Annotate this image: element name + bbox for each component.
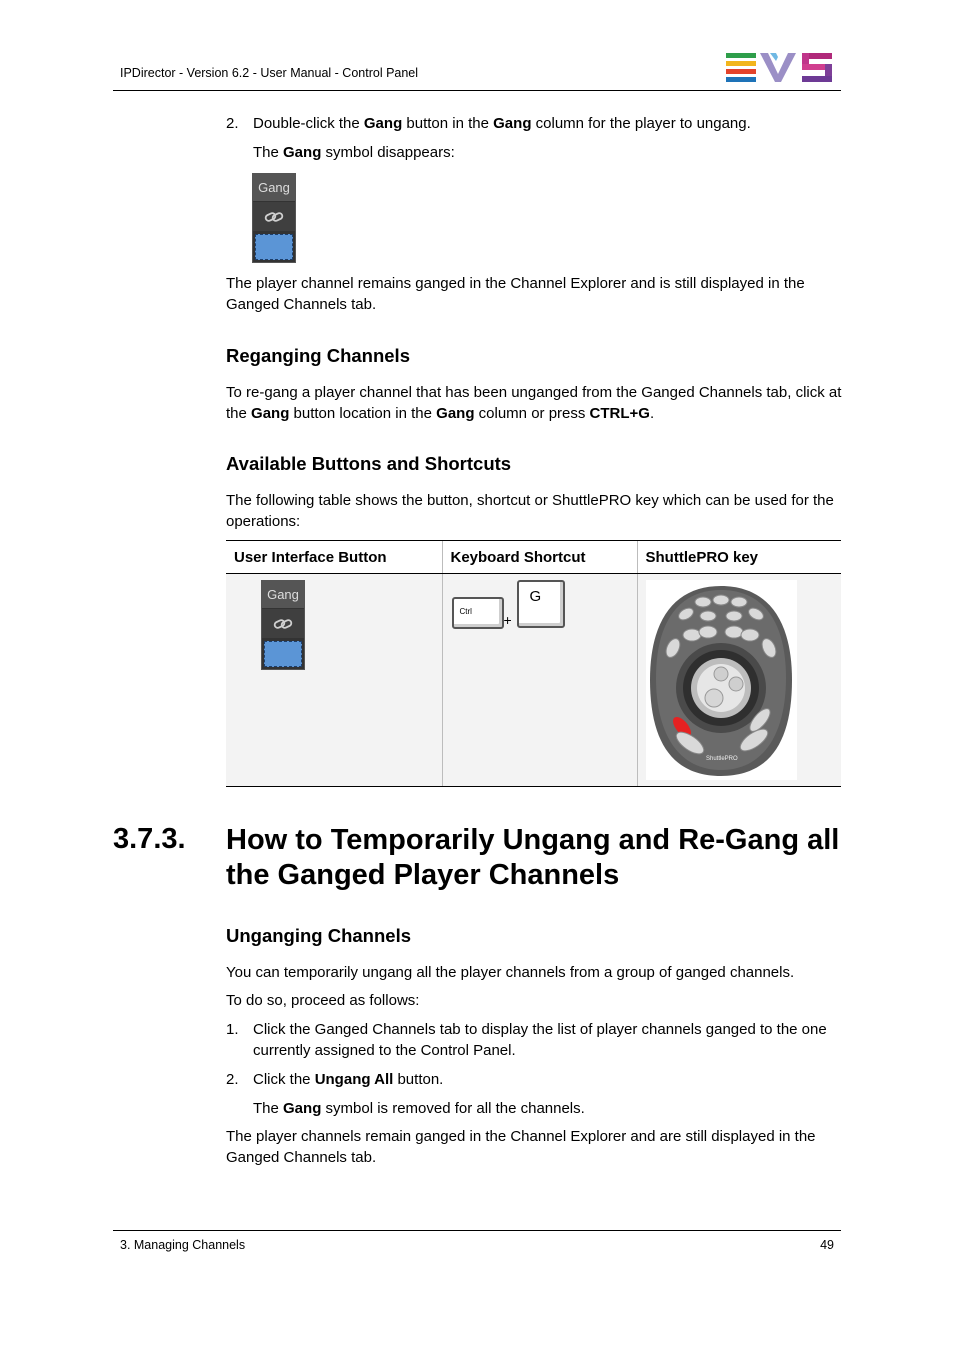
unganging-heading: Unganging Channels	[226, 925, 411, 946]
unganging-p2: To do so, proceed as follows:	[226, 992, 420, 1009]
gang-button-screenshot	[252, 173, 296, 263]
gang-blue-cell	[262, 639, 304, 669]
step-number: 1.	[226, 1021, 239, 1038]
gang-button-image	[261, 580, 305, 670]
shuttlepro-device	[646, 580, 797, 780]
col-keyboard-shortcut: Keyboard Shortcut	[442, 541, 637, 574]
footer-chapter: 3. Managing Channels	[120, 1238, 246, 1252]
col-ui-button: User Interface Button	[226, 541, 442, 574]
gang-label: Gang	[253, 174, 295, 202]
table-row	[226, 574, 841, 787]
shuttlepro-brand: ShuttlePRO	[705, 756, 738, 762]
unganging-step1: Click the Ganged Channels tab to display the list of player channels ganged to the one currently assigned to the Control Panel.	[253, 1021, 827, 1059]
footer-page-number: 49	[820, 1238, 834, 1252]
reganging-heading: Reganging Channels	[226, 345, 410, 366]
ctrl-key: Ctrl	[452, 597, 504, 629]
step-number: 2.	[226, 1071, 239, 1088]
col-shuttlepro-key: ShuttlePRO key	[637, 541, 841, 574]
header-rule	[113, 90, 841, 91]
footer-rule	[113, 1230, 841, 1231]
link-icon	[262, 609, 304, 639]
step-result: The Gang symbol disappears:	[253, 144, 455, 161]
cell-ui-button	[226, 574, 442, 787]
unganging-step2: Click the Ungang All button.	[253, 1071, 444, 1088]
reganging-paragraph: To re-gang a player channel that has been unganged from the Ganged Channels tab, click at the Gang button location in the Gang column or press CTRL+G.	[226, 384, 842, 422]
header-title: IPDirector - Version 6.2 - User Manual - Control Panel	[120, 66, 419, 80]
section-number: 3.7.3.	[113, 823, 186, 855]
cell-keyboard-shortcut	[442, 574, 637, 787]
available-heading: Available Buttons and Shortcuts	[226, 453, 512, 474]
link-icon	[253, 202, 295, 232]
gang-blue-cell	[253, 232, 295, 262]
shortcut-table	[226, 540, 841, 787]
table-header-row	[226, 541, 841, 574]
evs-logo	[726, 52, 834, 82]
unganging-step2-result: The Gang symbol is removed for all the channels.	[253, 1100, 585, 1117]
available-intro: The following table shows the button, shortcut or ShuttlePRO key which can be used for the operations:	[226, 492, 834, 530]
section-title: How to Temporarily Ungang and Re-Gang all the Ganged Player Channels	[226, 824, 840, 891]
unganging-closing: The player channels remain ganged in the Channel Explorer and are still displayed in the Ganged Channels tab.	[226, 1128, 816, 1166]
step-text: Double-click the Gang button in the Gang column for the player to ungang.	[253, 115, 751, 132]
plus-sign: +	[503, 612, 512, 628]
cell-shuttlepro	[637, 574, 841, 787]
gang-label: Gang	[262, 581, 304, 609]
remains-paragraph: The player channel remains ganged in the Channel Explorer and is still displayed in the Ganged Channels tab.	[226, 275, 805, 313]
step-number: 2.	[226, 115, 239, 132]
g-key: G	[517, 580, 565, 628]
unganging-p1: You can temporarily ungang all the player channels from a group of ganged channels.	[226, 964, 795, 981]
